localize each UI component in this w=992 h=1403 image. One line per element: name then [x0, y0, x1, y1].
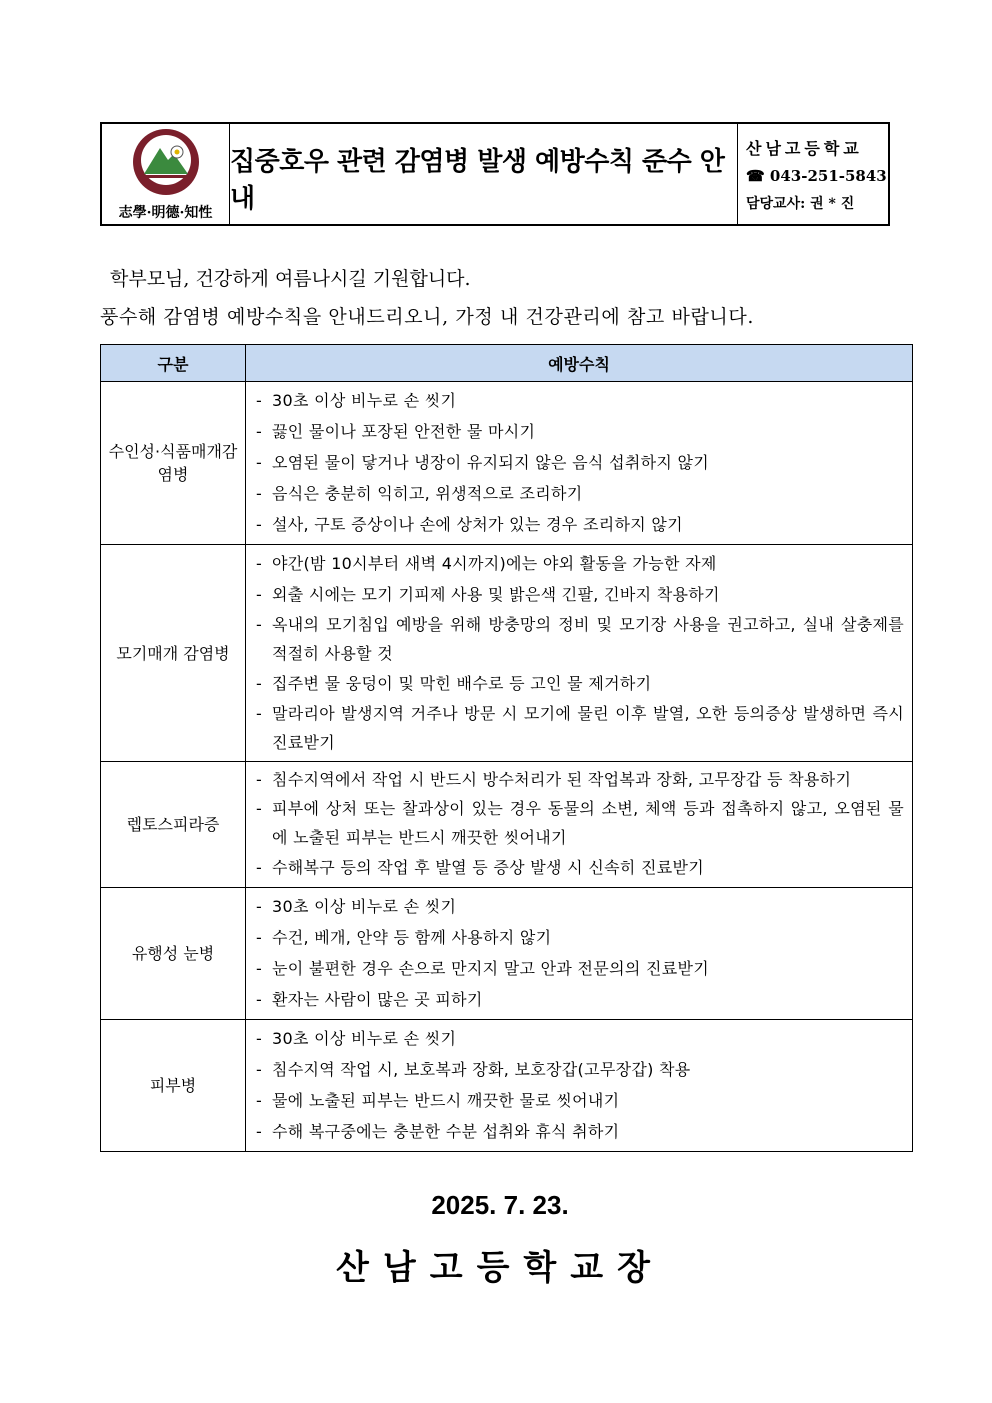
rule-text: 수해복구 등의 작업 후 발열 등 증상 발생 시 신속히 진료받기: [272, 858, 705, 877]
rule-list: [246, 762, 913, 888]
table-row: [101, 545, 913, 762]
rule-text: 야간(밤 10시부터 새벽 4시까지)에는 야외 활동을 가능한 자제: [272, 554, 717, 573]
list-item: [254, 1116, 904, 1147]
school-motto: 志學·明德·知性: [118, 205, 213, 221]
rule-text: 오염된 물이 닿거나 냉장이 유지되지 않은 음식 섭취하지 않기: [272, 453, 709, 472]
table-header-row: [101, 345, 913, 382]
rule-text: 말라리아 발생지역 거주나 방문 시 모기에 물린 이후 발열, 오한 등의증상 발생하면 즉시 진료받기: [272, 704, 904, 752]
list-item: [254, 509, 904, 540]
list-item: [254, 953, 904, 984]
rule-text: 음식은 충분히 익히고, 위생적으로 조리하기: [272, 484, 583, 503]
rule-text: 수건, 베개, 안약 등 함께 사용하지 않기: [272, 928, 552, 947]
list-item: [254, 1085, 904, 1116]
rule-text: 환자는 사람이 많은 곳 피하기: [272, 990, 483, 1009]
rule-text: 옥내의 모기침입 예방을 위해 방충망의 정비 및 모기장 사용을 권고하고, 실내 살충제를 적절히 사용할 것: [272, 615, 904, 663]
document-title: 집중호우 관련 감염병 발생 예방수칙 준수 안내: [230, 124, 738, 224]
teacher-in-charge: 담당교사: 권 * 진: [746, 196, 855, 212]
rule-list: [246, 545, 913, 762]
rule-text: 30초 이상 비누로 손 씻기: [272, 391, 457, 410]
list-item: [254, 922, 904, 953]
list-item: [254, 1054, 904, 1085]
list-item: [254, 478, 904, 509]
list-item: [254, 548, 904, 579]
disease-category: 수인성·식품매개감염병: [101, 382, 246, 545]
principal-signature: 산남고등학교장: [336, 1248, 664, 1288]
table-row: [101, 888, 913, 1020]
rule-list: [246, 382, 913, 545]
prevention-rules-table: [100, 344, 913, 1152]
rule-text: 집주변 물 웅덩이 및 막힌 배수로 등 고인 물 제거하기: [272, 674, 652, 693]
list-item: [254, 765, 904, 794]
school-name: 산남고등학교: [746, 139, 863, 158]
header-rules: 예방수칙: [246, 345, 913, 382]
rule-text: 수해 복구중에는 충분한 수분 섭취와 휴식 취하기: [272, 1122, 620, 1141]
rule-list: [246, 888, 913, 1020]
header-category: 구분: [101, 345, 246, 382]
rule-text: 피부에 상처 또는 찰과상이 있는 경우 동물의 소변, 체액 등과 접촉하지 않고, 오염된 물에 노출된 피부는 반드시 깨끗한 씻어내기: [272, 799, 904, 847]
rule-text: 물에 노출된 피부는 반드시 깨끗한 물로 씻어내기: [272, 1091, 620, 1110]
school-phone: ☎ 043-251-5843: [746, 167, 887, 185]
disease-category: 렙토스피라증: [101, 762, 246, 888]
list-item: [254, 385, 904, 416]
list-item: [254, 610, 904, 668]
list-item: [254, 447, 904, 478]
disease-category: 모기매개 감염병: [101, 545, 246, 762]
document-header: [100, 122, 890, 226]
rule-list: [246, 1020, 913, 1152]
table-row: [101, 382, 913, 545]
list-item: [254, 852, 904, 883]
list-item: [254, 416, 904, 447]
school-info: [738, 124, 888, 224]
intro-greeting: 학부모님, 건강하게 여름나시길 기원합니다.: [110, 268, 471, 290]
table-row: [101, 1020, 913, 1152]
intro-notice: 풍수해 감염병 예방수칙을 안내드리오니, 가정 내 건강관리에 참고 바랍니다.: [100, 306, 754, 328]
list-item: [254, 1023, 904, 1054]
rule-text: 침수지역에서 작업 시 반드시 방수처리가 된 작업복과 장화, 고무장갑 등 착용하기: [272, 770, 852, 789]
school-emblem-icon: [132, 128, 200, 196]
list-item: [254, 794, 904, 852]
disease-category: 유행성 눈병: [101, 888, 246, 1020]
rule-text: 30초 이상 비누로 손 씻기: [272, 1029, 457, 1048]
list-item: [254, 699, 904, 757]
school-logo-cell: [102, 124, 230, 224]
rule-text: 끓인 물이나 포장된 안전한 물 마시기: [272, 422, 536, 441]
list-item: [254, 668, 904, 699]
rule-text: 눈이 불편한 경우 손으로 만지지 말고 안과 전문의의 진료받기: [272, 959, 709, 978]
table-row: [101, 762, 913, 888]
rule-text: 침수지역 작업 시, 보호복과 장화, 보호장갑(고무장갑) 착용: [272, 1060, 691, 1079]
rule-text: 설사, 구토 증상이나 손에 상처가 있는 경우 조리하지 않기: [272, 515, 683, 534]
issue-date: 2025. 7. 23.: [431, 1190, 569, 1220]
rule-text: 외출 시에는 모기 기피제 사용 및 밝은색 긴팔, 긴바지 착용하기: [272, 585, 720, 604]
disease-category: 피부병: [101, 1020, 246, 1152]
list-item: [254, 984, 904, 1015]
list-item: [254, 891, 904, 922]
list-item: [254, 579, 904, 610]
rule-text: 30초 이상 비누로 손 씻기: [272, 897, 457, 916]
